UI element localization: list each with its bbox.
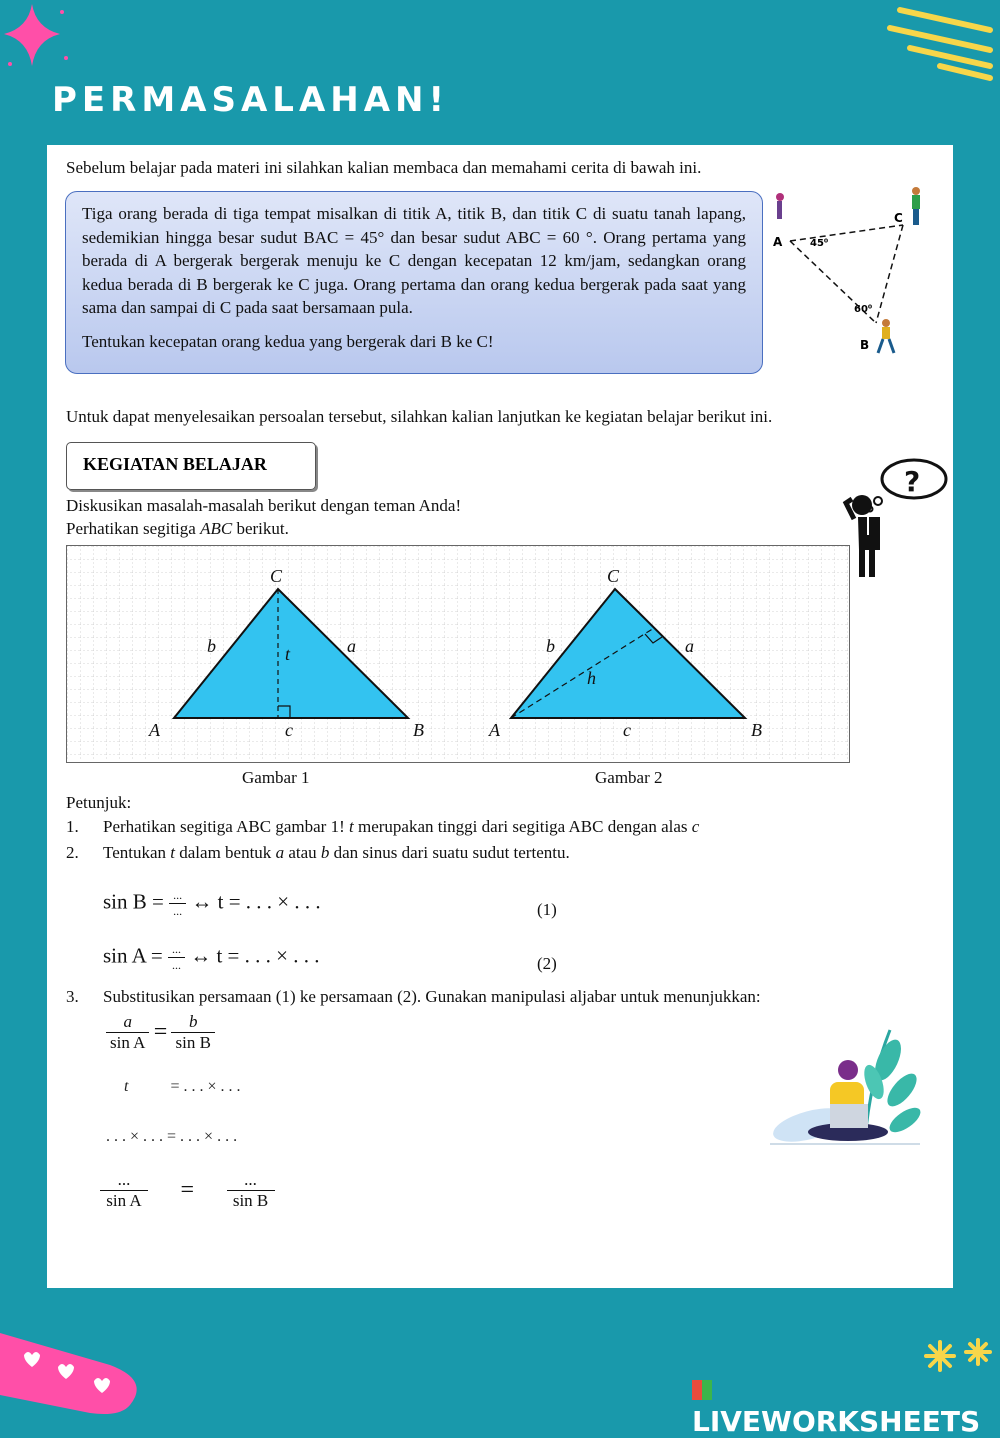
fig2-label-c-vertex: C: [607, 566, 620, 586]
step-3-text: Substitusikan persamaan (1) ke persamaan (2). Gunakan manipulasi aljabar untuk menunjukkan:: [103, 987, 761, 1006]
discuss-text: Diskusikan masalah-masalah berikut dengan teman Anda!: [66, 496, 462, 515]
thinking-man-icon: [840, 455, 955, 585]
step-3-number: 3.: [66, 987, 79, 1006]
footer-brand: [692, 1372, 1000, 1438]
law-of-sines: $\frac{a}{\text{sin A}}$ = $\frac{b}{\text{sin B}}$: [106, 1012, 215, 1053]
story-triangle-diagram: [768, 185, 938, 365]
person-c-icon: [912, 187, 920, 225]
fig1-label-a-vertex: A: [149, 720, 160, 740]
equation-1-label: (1): [537, 900, 557, 919]
caption-gambar-2: Gambar 2: [595, 768, 663, 787]
story-label-b: B: [860, 338, 870, 352]
fig2-height-h: h: [587, 668, 596, 688]
story-question: Tentukan kecepatan orang kedua yang bergerak dari B ke C!: [82, 331, 494, 351]
question-mark: ?: [904, 465, 921, 498]
equation-1: sin B = $\frac{...}{...}$ ↔ t = . . . × . . .: [103, 888, 321, 918]
caption-gambar-1: Gambar 1: [242, 768, 310, 787]
section-label: KEGIATAN BELAJAR: [83, 454, 267, 474]
fig1-side-a: a: [347, 636, 356, 656]
triangle-figures: [67, 546, 848, 761]
equation-2: sin A = $\frac{...}{...}$ ↔ t = . . . × . . .: [103, 942, 320, 972]
intro-text: Sebelum belajar pada materi ini silahkan kalian membaca dan memahami cerita di bawah ini.: [66, 158, 702, 177]
fig1-height-t: t: [285, 644, 291, 664]
step-1-number: 1.: [66, 817, 79, 836]
step-2-number: 2.: [66, 843, 79, 862]
story-angle-b: 60⁰: [854, 304, 873, 315]
footer-brand-text: LIVEWORKSHEETS: [692, 1405, 981, 1438]
work-line-1: t = . . . × . . .: [124, 1078, 241, 1095]
fig1-label-c-vertex: C: [270, 566, 283, 586]
fig2-side-c: c: [623, 720, 631, 740]
section-label-box: [66, 442, 316, 490]
scribble-lines-icon: [880, 0, 1000, 90]
student-laptop-illustration: [770, 1020, 930, 1160]
observe-text: Perhatikan segitiga ABC berikut.: [66, 519, 289, 538]
story-label-c: C: [894, 211, 903, 225]
story-label-a: A: [773, 235, 783, 249]
person-b-icon: [878, 319, 894, 353]
equation-2-label: (2): [537, 954, 557, 973]
fig2-label-a-vertex: A: [489, 720, 500, 740]
fig1-label-b-vertex: B: [413, 720, 424, 740]
hint-title: Petunjuk:: [66, 793, 132, 812]
story-box: [65, 191, 763, 374]
page-title: PERMASALAHAN!: [52, 80, 449, 120]
step-2-text: Tentukan t dalam bentuk a atau b dan sinus dari suatu sudut tertentu.: [103, 843, 570, 862]
liveworksheets-logo-icon: [692, 1380, 712, 1400]
step-1-text: Perhatikan segitiga ABC gambar 1! t merupakan tinggi dari segitiga ABC dengan alas c: [103, 817, 700, 836]
story-angle-a: 45⁰: [810, 238, 829, 249]
work-line-3: $\frac{...}{\text{sin A}}$ = $\frac{...}{\text{sin B}}$: [100, 1170, 275, 1211]
fig2-side-b: b: [546, 636, 555, 656]
continue-text: Untuk dapat menyelesaikan persoalan tersebut, silahkan kalian lanjutkan ke kegiatan belajar berikut ini.: [66, 407, 773, 426]
fig2-side-a: a: [685, 636, 694, 656]
fig1-side-b: b: [207, 636, 216, 656]
work-line-2: . . . × . . . = . . . × . . .: [106, 1128, 238, 1145]
person-a-icon: [776, 193, 784, 219]
story-paragraph: Tiga orang berada di tiga tempat misalkan di titik A, titik B, dan titik C di suatu tanah lapang, sedemikian hingga besar sudut BAC = 45° dan besar sudut ABC = 60 °. Orang pertama yang berada di A bergerak bergerak menuju ke C dengan kecepatan 12 km/jam, sedangkan orang kedua berada di B bergerak ke C juga. Orang pertama dan orang kedua bergerak pada saat yang sama dan sampai di C pada saat bersamaan pula.: [82, 204, 746, 317]
fig2-label-b-vertex: B: [751, 720, 762, 740]
triangle-grid: [66, 545, 850, 763]
fig1-side-c: c: [285, 720, 293, 740]
sparkle-icon: [0, 0, 80, 80]
hearts-banner-icon: [0, 1325, 150, 1415]
